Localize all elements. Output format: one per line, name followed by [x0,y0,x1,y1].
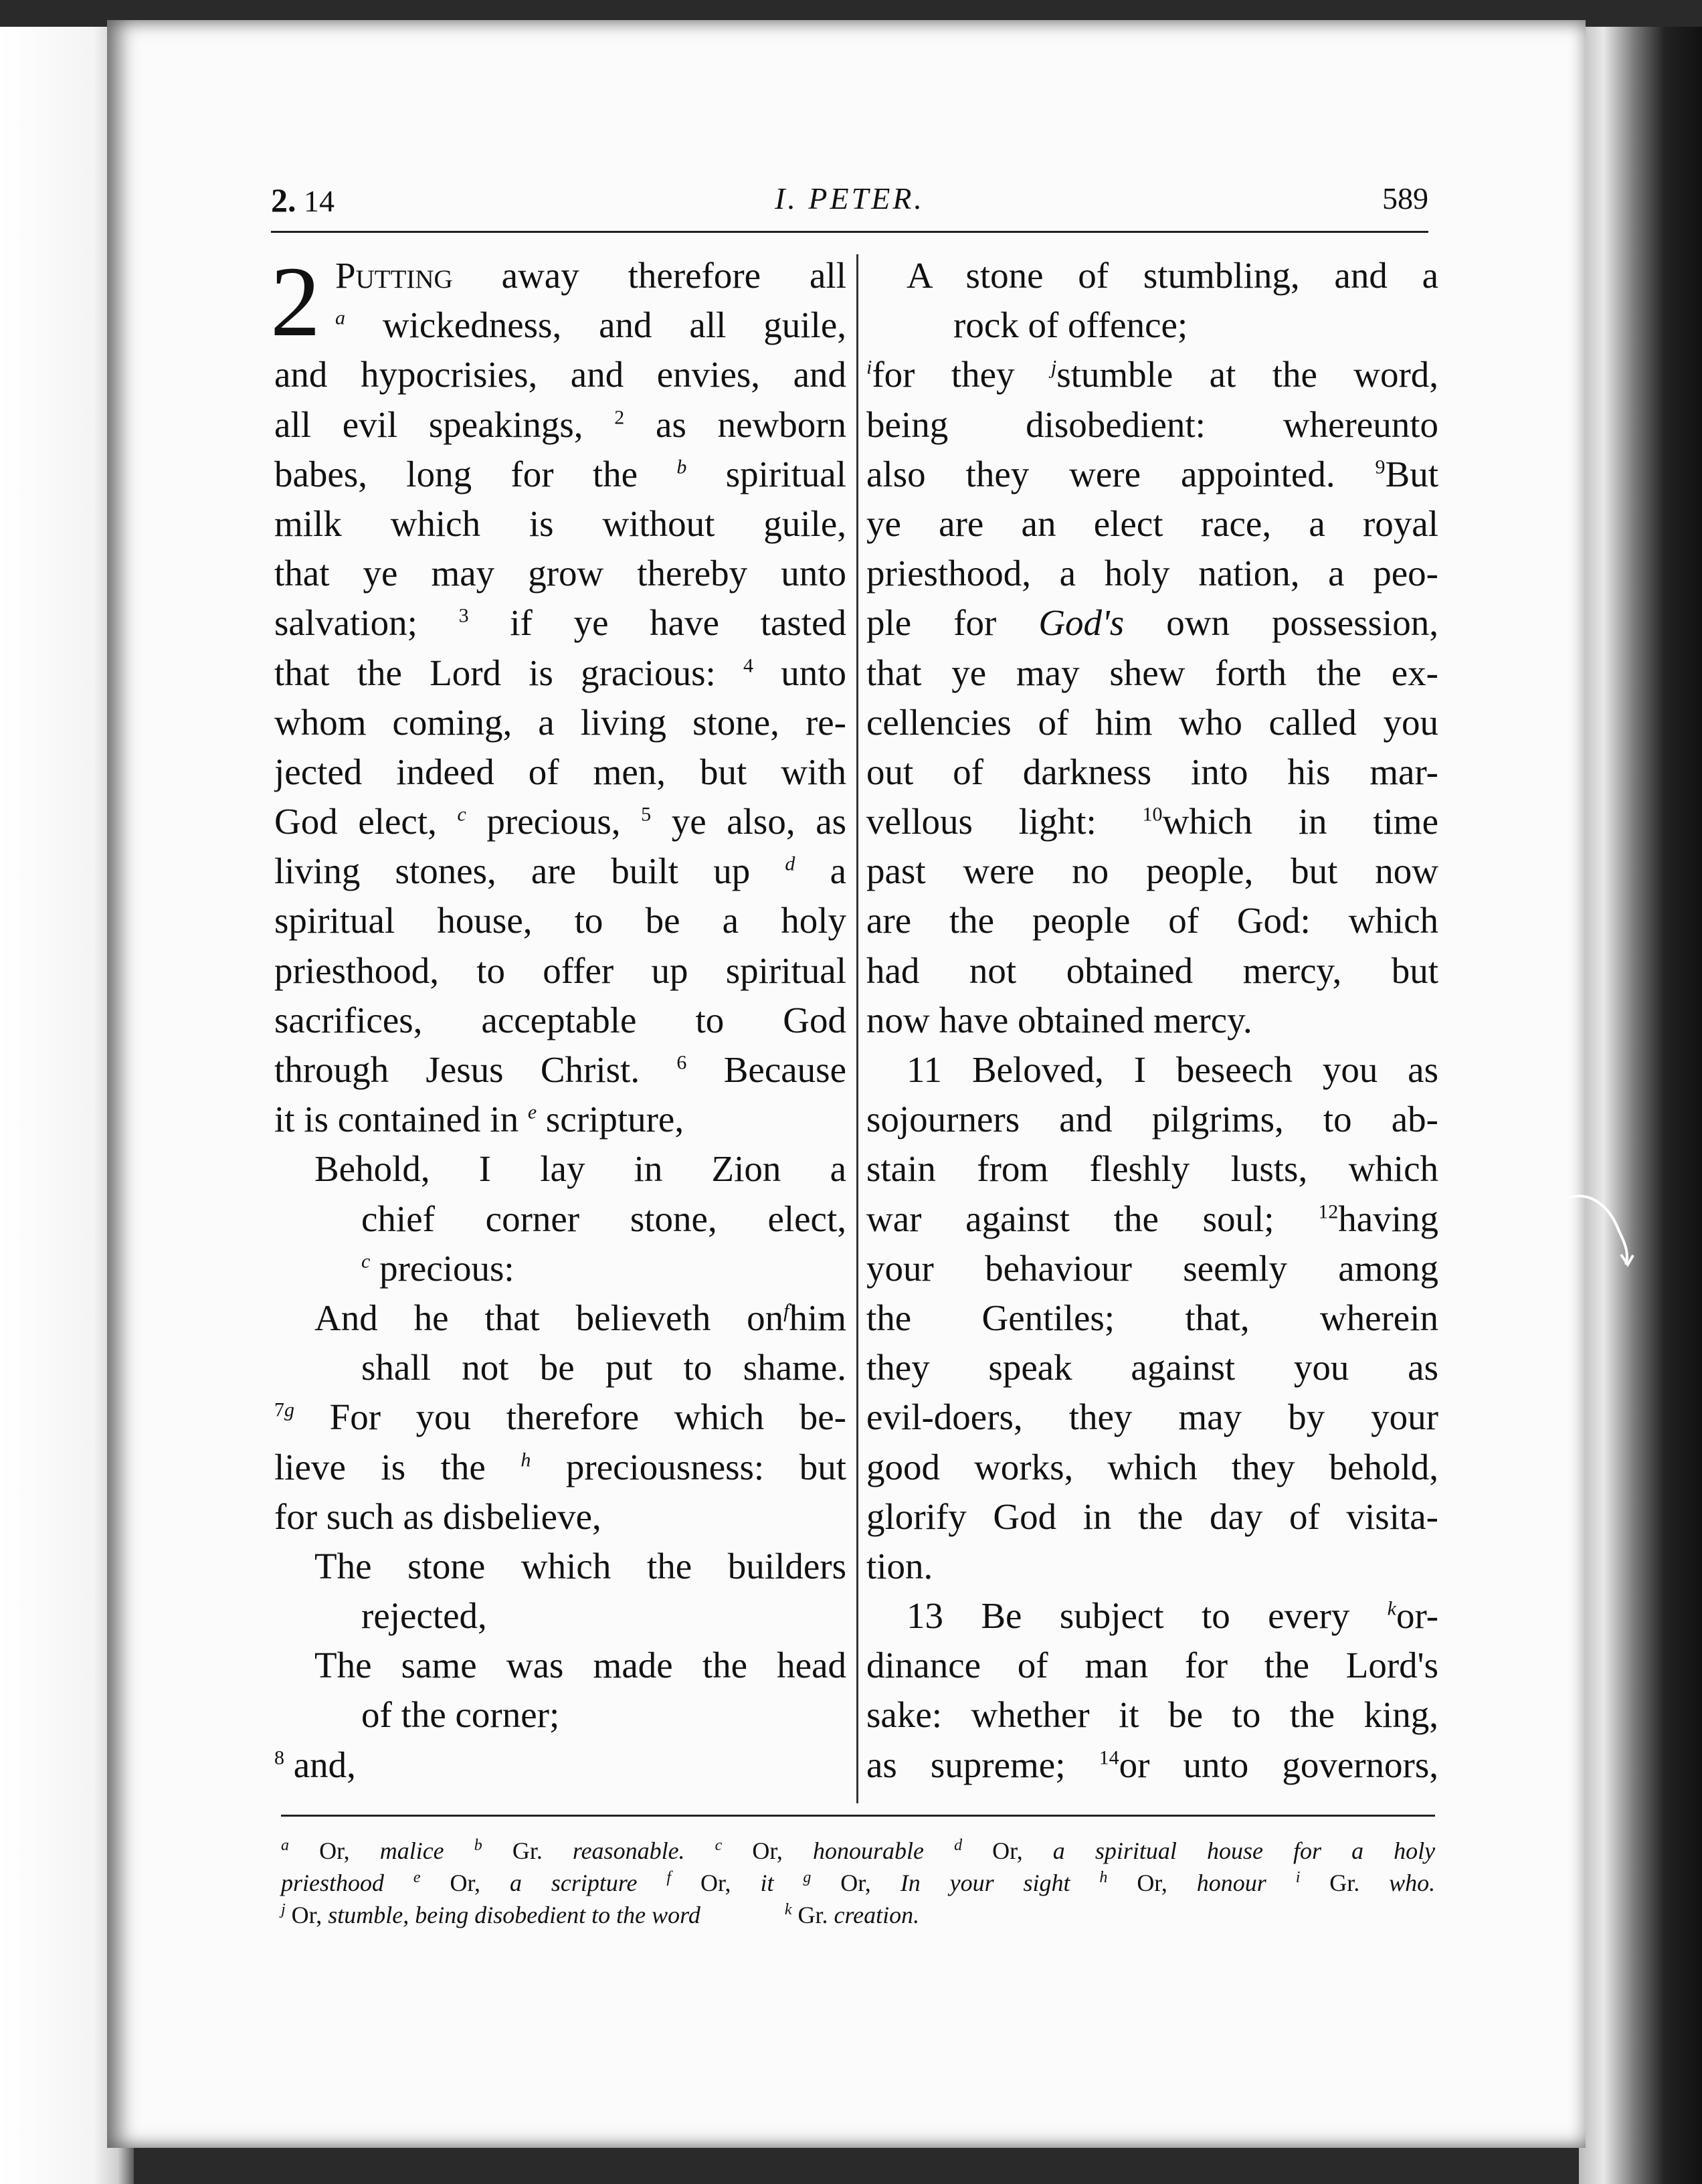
text-line: being disobedient: whereunto [866,403,1438,445]
footnote-d: $^d$ Or, a spiritual house for a holy [954,1837,1436,1864]
text-line: that ye may grow thereby unto [274,553,846,594]
footnote-line [281,1835,1435,1867]
text-line: ple for God's own possession, [866,602,1438,644]
text-line: vellous light: $^{10}$which in time [866,801,1438,842]
text-line: that the Lord is gracious: $^4$ unto [274,652,846,693]
text-line: now have obtained mercy. [866,999,1252,1040]
verse-number: 10 [1142,803,1163,826]
footnotes [281,1835,1435,1931]
verse-number: 7 [274,1398,284,1421]
text-line: living stones, are built up $^d$ a [274,850,846,892]
column-divider [856,254,858,1803]
footnote-c: $^c$ Or, honourable [715,1837,924,1864]
quote-line: A stone of stumbling, and a [907,255,1438,296]
quote-line: chief corner stone, elect, [361,1198,846,1239]
quote-line: rejected, [361,1595,487,1637]
text-line: lieve is the $^h$ preciousness: but [274,1446,846,1487]
book-title: I. PETER. [775,181,925,215]
text-line: priesthood, to offer up spiritual [274,949,846,991]
footnote-rule [281,1815,1435,1817]
text-line: sacrifices, acceptable to God [274,999,846,1040]
note-mark: k [1387,1597,1396,1620]
quote-line: Behold, I lay in Zion a [314,1148,846,1190]
footnote-j: $^j$ Or, stumble, being disobedient to the word [281,1901,700,1928]
text-line: are the people of God: which [866,900,1438,941]
text-line: milk which is without guile, [274,503,846,544]
text-line: tion. [866,1545,933,1586]
right-column [866,251,1438,1790]
text-line: war against the soul; $^{12}$having [866,1198,1438,1239]
verse-number: 3 [458,604,469,627]
text-line: salvation; $^3$ if ye have tasted [274,602,846,644]
verse-number: 9 [1375,456,1386,478]
text-line: Putting away therefore all [335,255,846,296]
text-line: cellencies of him who called you [866,701,1438,743]
text-line: dinance of man for the Lord's [866,1645,1438,1686]
note-mark: b [676,456,687,478]
chapter-ref: 2. [271,181,296,219]
text-line: they speak against you as [866,1347,1438,1388]
text-line: the Gentiles; that, wherein [866,1297,1438,1338]
footnote-e: $^e$ Or, a scripture [413,1869,638,1896]
verse-number: 8 [274,1746,284,1769]
footnote-b: $^b$ Gr. reasonable. [474,1837,685,1864]
footnote-f: $^f$ Or, it [666,1869,774,1896]
left-column [270,246,846,1790]
text-line: stain from fleshly lusts, which [866,1148,1438,1190]
text-line: as supreme; $^{14}$or unto governors, [866,1744,1438,1785]
quote-line: shall not be put to shame. [361,1347,846,1388]
text-line: sake: whether it be to the king, [866,1694,1438,1736]
text-line: 11 Beloved, I beseech you as [907,1049,1438,1090]
quote-line: The stone which the builders [314,1545,846,1586]
header-rule [271,231,1428,233]
text-line: through Jesus Christ. $^6$ Because [274,1049,846,1090]
note-mark: c [361,1250,371,1273]
page-number: 589 [1382,181,1428,215]
note-mark: g [284,1398,294,1421]
quote-line: rock of offence; [953,304,1188,346]
bookmark-thread-icon [1569,1191,1642,1271]
footnote-k: $^k$ Gr. creation. [784,1901,920,1928]
text-line: $^i$for they $^j$stumble at the word, [866,354,1438,395]
footnote-h: $^h$ Or, honour [1099,1869,1266,1896]
note-mark: f [783,1299,789,1322]
verse-number: 14 [1099,1746,1119,1769]
quote-line: And he that believeth $on^fhim$ [314,1297,846,1338]
chapter-number: 2 [270,246,320,357]
footnote-line [281,1867,1435,1899]
text-line: sojourners and pilgrims, to ab- [866,1099,1438,1140]
verse-ref: 14 [304,184,335,218]
running-head [271,181,1428,227]
footnote-i: $^i$ Gr. who. [1295,1869,1436,1896]
note-mark: i [866,357,872,379]
text-line: also they were appointed. $^9$But [866,453,1438,494]
note-mark: e [527,1101,537,1123]
verse-number: 4 [743,654,753,677]
text-line: spiritual house, to be a holy [274,900,846,941]
footnote-line [281,1899,1435,1931]
verse-number: 12 [1318,1200,1339,1223]
note-mark: d [785,852,795,875]
text-line: priesthood, a holy nation, a peo- [866,553,1438,594]
text-line: whom coming, a living stone, re- [274,701,846,743]
text-line: 13 Be subject to every $^k$or- [907,1595,1438,1637]
verse-number: 5 [641,803,652,826]
text-line: for such as disbelieve, [274,1495,601,1537]
verse-number: 6 [676,1051,687,1074]
text-line: ye are an elect race, a royal [866,503,1438,544]
footnote-g: $^g$ Or, In your sight [803,1869,1070,1896]
text-line: all evil speakings, $^2$ as newborn [274,403,846,445]
text-line: $^8$ and, [274,1744,356,1785]
text-line: glorify God in the day of visita- [866,1495,1438,1537]
text-line: jected indeed of men, but with [274,751,846,792]
text-line: past were no people, but now [866,850,1438,892]
quote-line: of the corner; [361,1694,560,1736]
opening-word: Putting [335,255,453,296]
text-line: had not obtained mercy, but [866,949,1438,991]
note-mark: c [457,803,466,826]
text-line: good works, which they behold, [866,1446,1438,1487]
text-line: God elect, $^c$ precious, $^5$ ye also, as [274,801,846,842]
footnote-d-cont: priesthood [281,1870,385,1896]
text-line: $^a$ wickedness, and all guile, [335,304,846,346]
text-line: evil-doers, they may by your [866,1396,1438,1438]
book-spine-edge [1579,27,1702,2184]
footnote-a: $^a$ Or, malice [281,1837,444,1864]
note-mark: h [521,1449,531,1471]
verse-number: 2 [614,406,625,429]
text-line: babes, long for the $^b$ spiritual [274,453,846,494]
text-line: your behaviour seemly among [866,1247,1438,1289]
note-mark: a [335,306,345,329]
text-line: out of darkness into his mar- [866,751,1438,792]
text-line: it is contained in $^e$ scripture, [274,1099,684,1140]
text-line: that ye may shew forth the ex- [866,652,1438,693]
quote-line: $^c$ precious: [361,1247,514,1289]
text-line: $^{7g}$ For you therefore which be- [274,1396,846,1438]
quote-line: The same was made the head [314,1645,846,1686]
note-mark: j [1050,357,1057,379]
text-line: and hypocrisies, and envies, and [274,354,846,395]
